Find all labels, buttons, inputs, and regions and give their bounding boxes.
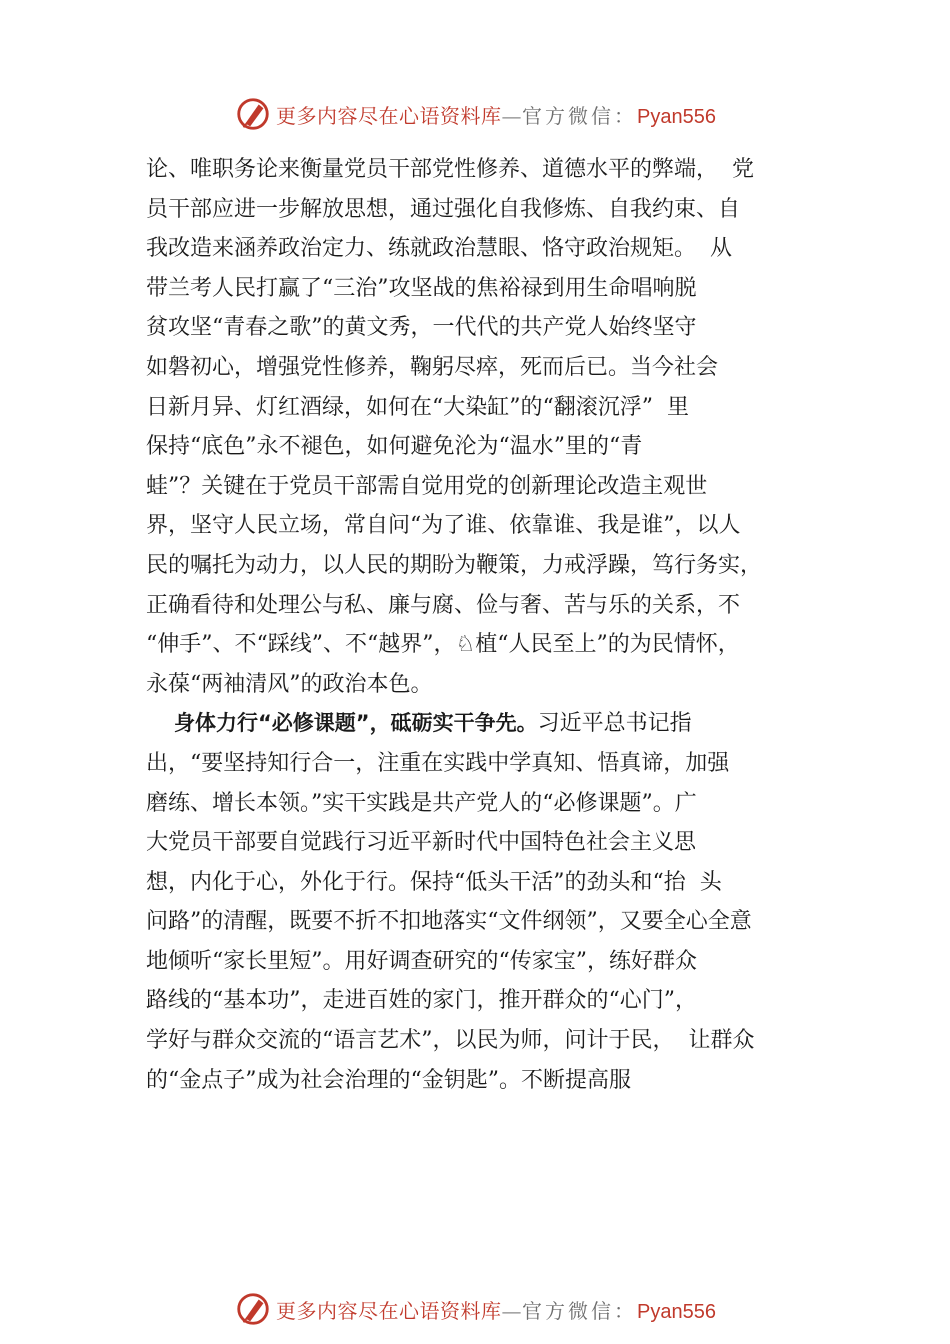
text-line: 日新月异、灯红酒绿，如何在“大染缸”的“翻滚沉浮” 里 [146,394,689,420]
banner-text [276,1295,716,1324]
text-line: “伸手”、不“踩线”、不“越界”，♘植“人民至上”的为民情怀， [146,632,740,658]
text-line: 我改造来涵养政治定力、练就政治慧眼、恪守政治规矩。 从 [146,236,732,262]
banner-separator: — [501,103,523,128]
text-line: 永葆“两袖清风”的政治本色。 [146,671,433,697]
text-line: 路线的“基本功”，走进百姓的家门，推开群众的“心门”， [146,988,697,1014]
text-line: 民的嘱托为动力，以人民的期盼为鞭策，力戒浮躁，笃行务实， [146,552,763,578]
text-line: 地倾听“家长里短”。用好调查研究的“传家宝”，练好群众 [146,948,697,974]
text-line: 带兰考人民打赢了“三治”攻坚战的焦裕禄到用生命唱响脱 [146,275,697,301]
text-line: 保持“底色”永不褪色，如何避免沦为“温水”里的“青 [146,434,643,460]
text-line: 磨练、增长本领。”实干实践是共产党人的“必修课题”。广 [146,790,697,816]
banner-main-text: 更多内容尽在心语资料库 [276,103,502,128]
paragraph-first-line [146,704,836,744]
text-line: 贫攻坚“青春之歌”的黄文秀，一代代的共产党人始终坚守 [146,315,697,341]
text-span: 习近平总书记指 [537,711,692,737]
text-line: 员干部应进一步解放思想，通过强化自我修炼、自我约束、自 [146,196,741,222]
paragraph-2 [146,704,836,1100]
document-body [146,150,836,1100]
banner-official-label: 官方微信： [522,103,638,128]
banner-wechat-id: Pyan556 [637,105,716,128]
text-line: 界，坚守人民立场，常自问“为了谁、依靠谁、我是谁”，以人 [146,513,741,539]
text-line: 问路”的清醒，既要不折不扣地落实“文件纲领”，又要全心全意 [146,909,752,935]
banner-official-label: 官方微信： [522,1298,638,1323]
text-line: 想，内化于心，外化于行。保持“低头干活”的劲头和“抬 头 [146,869,722,895]
paragraph-1 [146,150,836,704]
banner-text [276,100,716,129]
text-line: 出，“要坚持知行合一，注重在实践中学真知、悟真谛，加强 [146,750,730,776]
text-line: 的“金点子”成为社会治理的“金钥匙”。不断提高服 [146,1067,631,1093]
banner-separator: — [501,1298,523,1323]
text-line: 正确看待和处理公与私、廉与腐、俭与奢、苦与乐的关系，不 [146,592,741,618]
text-line: 论、唯职务论来衡量党员干部党性修养、道德水平的弊端， 党 [146,157,754,182]
pen-nib-logo-icon [234,1290,272,1328]
text-line: 蛙”？关键在于党员干部需自觉用党的创新理论改造主观世 [146,473,708,499]
header-watermark-banner [0,94,950,134]
footer-watermark-banner [0,1289,950,1329]
banner-main-text: 更多内容尽在心语资料库 [276,1298,502,1323]
pen-nib-logo-icon [234,95,272,133]
banner-wechat-id: Pyan556 [637,1300,716,1323]
text-line: 如磐初心，增强党性修养，鞠躬尽瘁，死而后已。当今社会 [146,354,719,380]
paragraph-heading: 身体力行“必修课题”，砥砺实干争先。 [173,711,538,736]
text-line: 大党员干部要自觉践行习近平新时代中国特色社会主义思 [146,830,697,856]
text-line: 学好与群众交流的“语言艺术”，以民为师，问计于民， 让群众 [146,1028,755,1054]
